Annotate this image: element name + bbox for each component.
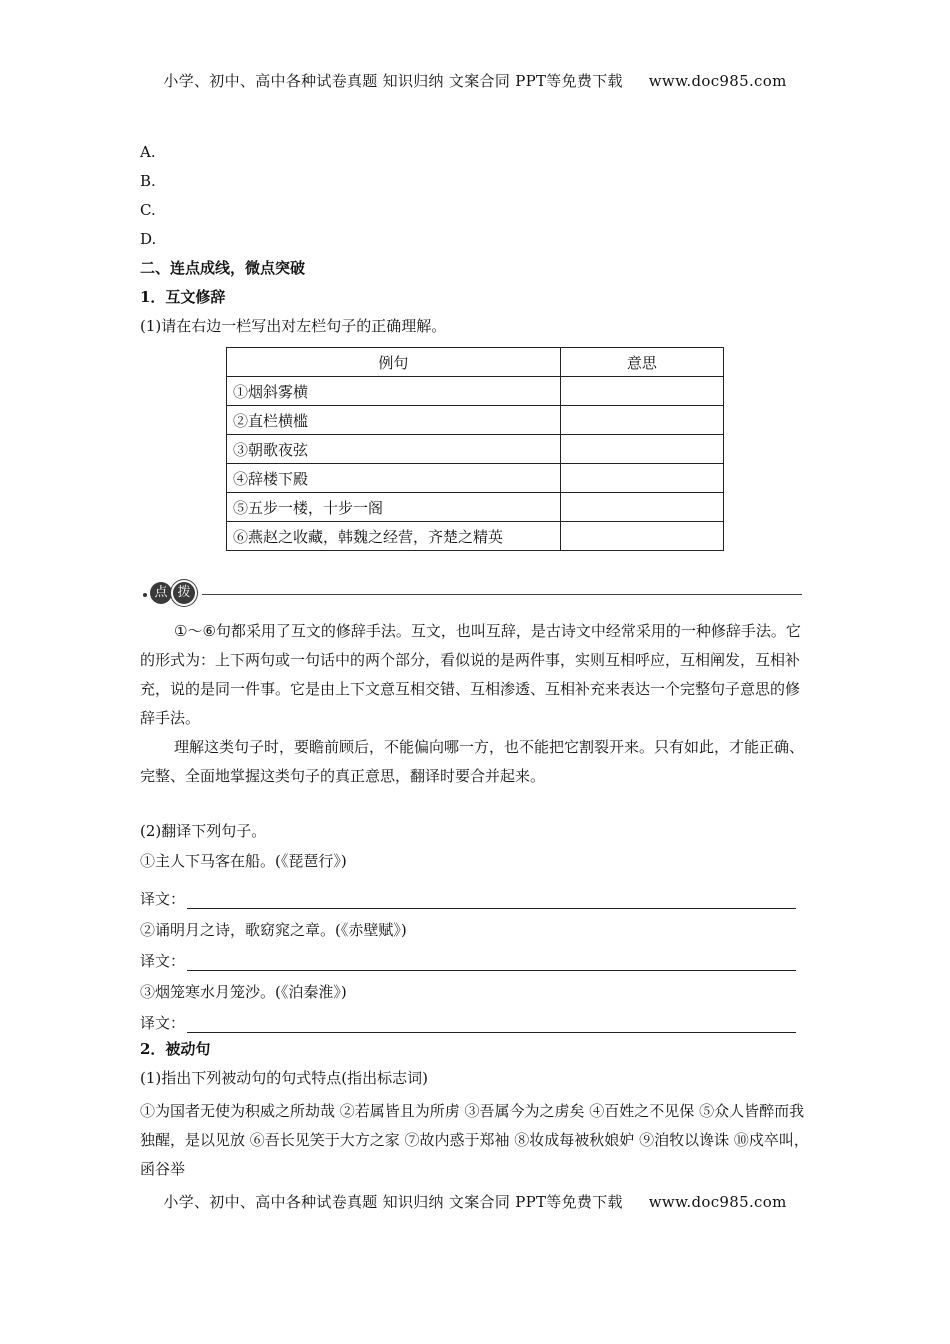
tip-divider: [202, 594, 802, 595]
option-c: C.: [140, 201, 156, 219]
table-row: [227, 493, 724, 522]
footer-url[interactable]: www.doc985.com: [648, 1193, 787, 1211]
instruction-3: (1)指出下列被动句的句式特点(指出标志词): [140, 1069, 428, 1087]
table-cell-sentence: ⑥燕赵之收藏，韩魏之经营，齐楚之精英: [227, 522, 561, 551]
bullet-dot-icon: [143, 593, 147, 597]
table-header-meaning: 意思: [560, 348, 723, 377]
translation-line-1: [140, 878, 812, 909]
table-row: [227, 435, 724, 464]
translation-label: 译文：: [140, 890, 186, 908]
tip-banner: [140, 581, 812, 611]
footer-text: 小学、初中、高中各种试卷真题 知识归纳 文案合同 PPT等免费下载: [163, 1193, 623, 1211]
tip-body: [140, 617, 812, 791]
tip-paragraph-1: ①～⑥句都采用了互文的修辞手法。互文，也叫互辞，是古诗文中经常采用的一种修辞手法。它的形式为：上下两句或一句话中的两个部分，看似说的是两件事，实则互相呼应，互相阐发，互相补充，说的是同一件事。它是由上下文意互相交错、互相渗透、互相补充来表达一个完整句子意思的修辞手法。: [140, 622, 801, 727]
page-header: [0, 70, 950, 91]
sentence-1: [140, 850, 812, 878]
tip-badge-bo: 拨: [171, 580, 197, 606]
sentence-2-text: ②诵明月之诗，歌窈窕之章。(《赤壁赋》): [140, 921, 407, 939]
header-text: 小学、初中、高中各种试卷真题 知识归纳 文案合同 PPT等免费下载: [163, 72, 623, 90]
translation-line-3: [140, 1002, 812, 1033]
table-header-example: 例句: [227, 348, 561, 377]
table-cell-sentence: ⑤五步一楼，十步一阁: [227, 493, 561, 522]
passive-sentences: ①为国者无使为积威之所劫哉 ②若属皆且为所虏 ③吾属今为之虏矣 ④百姓之不见保 ⑤众人皆醉而我独醒，是以见放 ⑥吾长见笑于大方之家 ⑦故内惑于郑袖 ⑧妆成每被秋娘妒 ⑨洎牧以谗诛 ⑩戍卒叫，函谷举: [140, 1102, 809, 1178]
option-d: D.: [140, 230, 157, 248]
translation-label: 译文：: [140, 1014, 186, 1032]
translation-input-2[interactable]: [187, 952, 796, 971]
example-table: [226, 347, 724, 551]
item1-title: 1．互文修辞: [140, 288, 226, 306]
page-footer: [0, 1191, 950, 1212]
table-row: [227, 406, 724, 435]
table-cell-sentence: ②直栏横槛: [227, 406, 561, 435]
tip-badge-dian: 点: [150, 582, 172, 604]
table-cell-sentence: ③朝歌夜弦: [227, 435, 561, 464]
section-title: 二、连点成线，微点突破: [140, 259, 306, 277]
sentence-3-text: ③烟笼寒水月笼沙。(《泊秦淮》): [140, 983, 347, 1001]
tip-paragraph-2: 理解这类句子时，要瞻前顾后，不能偏向哪一方，也不能把它割裂开来。只有如此，才能正确、完整、全面地掌握这类句子的真正意思，翻译时要合并起来。: [140, 738, 805, 785]
item2-title: 2．被动句: [140, 1040, 211, 1058]
sentence-2: [140, 909, 812, 940]
table-cell-answer: [560, 493, 723, 522]
table-cell-answer: [560, 377, 723, 406]
header-url[interactable]: www.doc985.com: [648, 72, 787, 90]
table-cell-answer: [560, 435, 723, 464]
instruction-2: (2)翻译下列句子。: [140, 822, 267, 840]
table-header-row: [227, 348, 724, 377]
table-cell-sentence: ④辞楼下殿: [227, 464, 561, 493]
document-body: [140, 142, 812, 1184]
option-b: B.: [140, 172, 156, 190]
table-row: [227, 464, 724, 493]
table-row: [227, 377, 724, 406]
instruction-1: (1)请在右边一栏写出对左栏句子的正确理解。: [140, 317, 447, 335]
table-row: [227, 522, 724, 551]
option-a: A.: [140, 143, 156, 161]
sentence-1-text: ①主人下马客在船。(《琵琶行》): [140, 852, 347, 870]
translation-label: 译文：: [140, 952, 186, 970]
table-cell-answer: [560, 406, 723, 435]
sentence-3: [140, 971, 812, 1002]
translation-line-2: [140, 940, 812, 971]
translation-input-1[interactable]: [187, 890, 796, 909]
translation-input-3[interactable]: [187, 1014, 796, 1033]
table-cell-answer: [560, 522, 723, 551]
table-cell-sentence: ①烟斜雾横: [227, 377, 561, 406]
table-cell-answer: [560, 464, 723, 493]
